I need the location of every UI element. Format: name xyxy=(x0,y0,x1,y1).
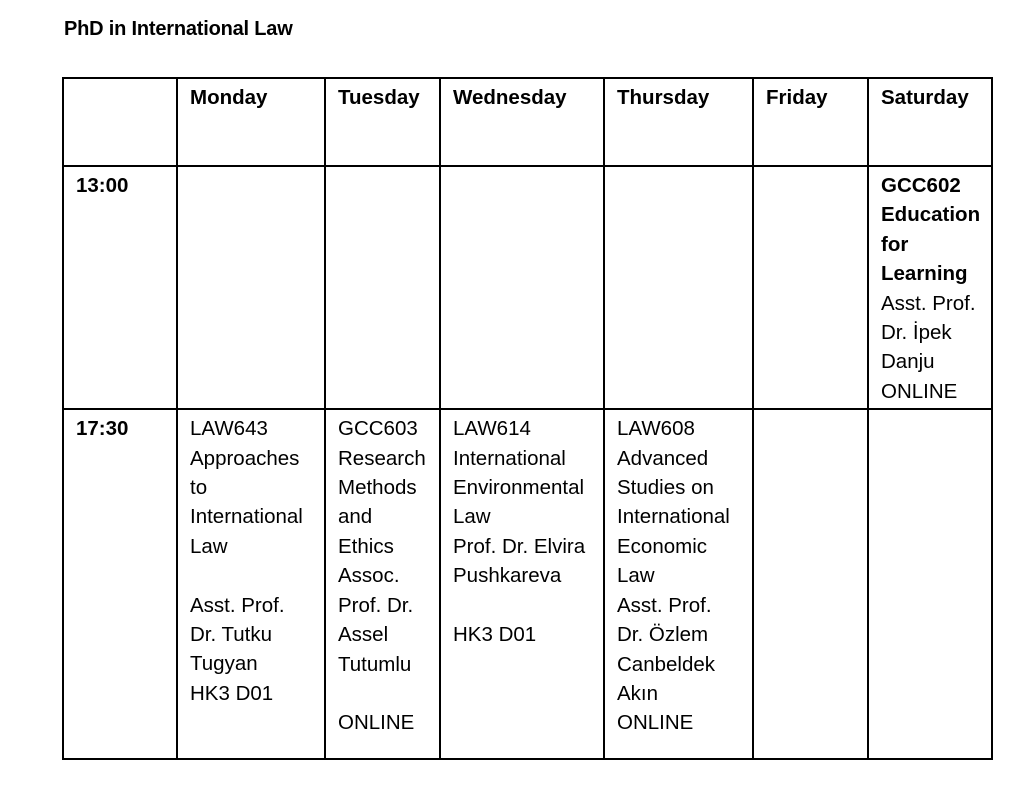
header-row xyxy=(63,78,992,166)
course-cell xyxy=(868,166,992,409)
course-title-line: to xyxy=(190,476,208,500)
course-title-line: Environmental xyxy=(453,476,585,500)
course-code: LAW614 xyxy=(453,417,531,441)
instructor-line: Asst. Prof. xyxy=(881,291,976,315)
blank-line xyxy=(338,679,433,708)
header-friday: Friday xyxy=(753,78,868,166)
instructor-line: Danju xyxy=(881,350,935,374)
empty-cell xyxy=(753,409,868,759)
course-title-line: International xyxy=(190,505,303,529)
instructor-line: Asst. Prof. xyxy=(190,593,285,617)
header-monday: Monday xyxy=(177,78,325,166)
header-wednesday: Wednesday xyxy=(440,78,604,166)
instructor-line: Dr. Özlem xyxy=(617,623,709,647)
course-title-line: Studies on xyxy=(617,476,714,500)
instructor-line: Dr. Tutku xyxy=(190,623,273,647)
course-cell xyxy=(604,409,753,759)
course-location: HK3 D01 xyxy=(190,681,274,705)
time-cell: 17:30 xyxy=(63,409,177,759)
course-code: GCC603 xyxy=(338,417,418,441)
instructor-line: Pushkareva xyxy=(453,564,562,588)
course-cell xyxy=(177,409,325,759)
course-cell xyxy=(440,409,604,759)
course-title-line: International xyxy=(617,505,730,529)
instructor-line: Assoc. xyxy=(338,564,400,588)
instructor-line: Dr. İpek xyxy=(881,321,952,345)
course-title-line: Economic xyxy=(617,534,708,558)
course-location: HK3 D01 xyxy=(453,623,537,647)
course-code: GCC602 xyxy=(881,174,961,197)
course-location: ONLINE xyxy=(338,711,415,735)
course-location: ONLINE xyxy=(881,379,958,403)
instructor-line: Canbeldek xyxy=(617,652,716,676)
course-location: ONLINE xyxy=(617,711,694,735)
course-title-line: Approaches xyxy=(190,446,300,470)
empty-cell xyxy=(868,409,992,759)
instructor-line: Akın xyxy=(617,681,659,705)
page-title: PhD in International Law xyxy=(64,18,293,40)
instructor-line: Prof. Dr. Elvira xyxy=(453,534,586,558)
instructor-line: Asst. Prof. xyxy=(617,593,712,617)
course-title-line: Advanced xyxy=(617,446,709,470)
instructor-line: Tugyan xyxy=(190,652,258,676)
empty-cell xyxy=(753,166,868,409)
empty-cell xyxy=(604,166,753,409)
instructor-line: Tutumlu xyxy=(338,652,412,676)
course-title-line: Research xyxy=(338,446,426,470)
header-tuesday: Tuesday xyxy=(325,78,440,166)
table-row xyxy=(63,409,992,759)
empty-cell xyxy=(177,166,325,409)
course-title-line: for xyxy=(881,232,909,256)
instructor-line: Assel xyxy=(338,623,389,647)
course-title-line: Law xyxy=(617,564,655,588)
blank-line xyxy=(453,591,597,620)
course-title-line: Methods xyxy=(338,476,417,500)
course-code: LAW608 xyxy=(617,417,695,441)
course-title-line: Education xyxy=(881,203,981,227)
table-row xyxy=(63,166,992,409)
course-title-line: Ethics xyxy=(338,534,394,558)
course-title-line: and xyxy=(338,505,373,529)
course-title-line: International xyxy=(453,446,566,470)
course-title-line: Learning xyxy=(881,262,968,286)
course-code: LAW643 xyxy=(190,417,268,441)
corner-cell xyxy=(63,78,177,166)
course-title-line: Law xyxy=(453,505,491,529)
blank-line xyxy=(190,561,318,590)
schedule-table xyxy=(62,77,993,760)
course-title-line: Law xyxy=(190,534,228,558)
instructor-line: Prof. Dr. xyxy=(338,593,414,617)
course-cell xyxy=(325,409,440,759)
empty-cell xyxy=(440,166,604,409)
header-saturday: Saturday xyxy=(868,78,992,166)
time-cell: 13:00 xyxy=(63,166,177,409)
header-thursday: Thursday xyxy=(604,78,753,166)
empty-cell xyxy=(325,166,440,409)
